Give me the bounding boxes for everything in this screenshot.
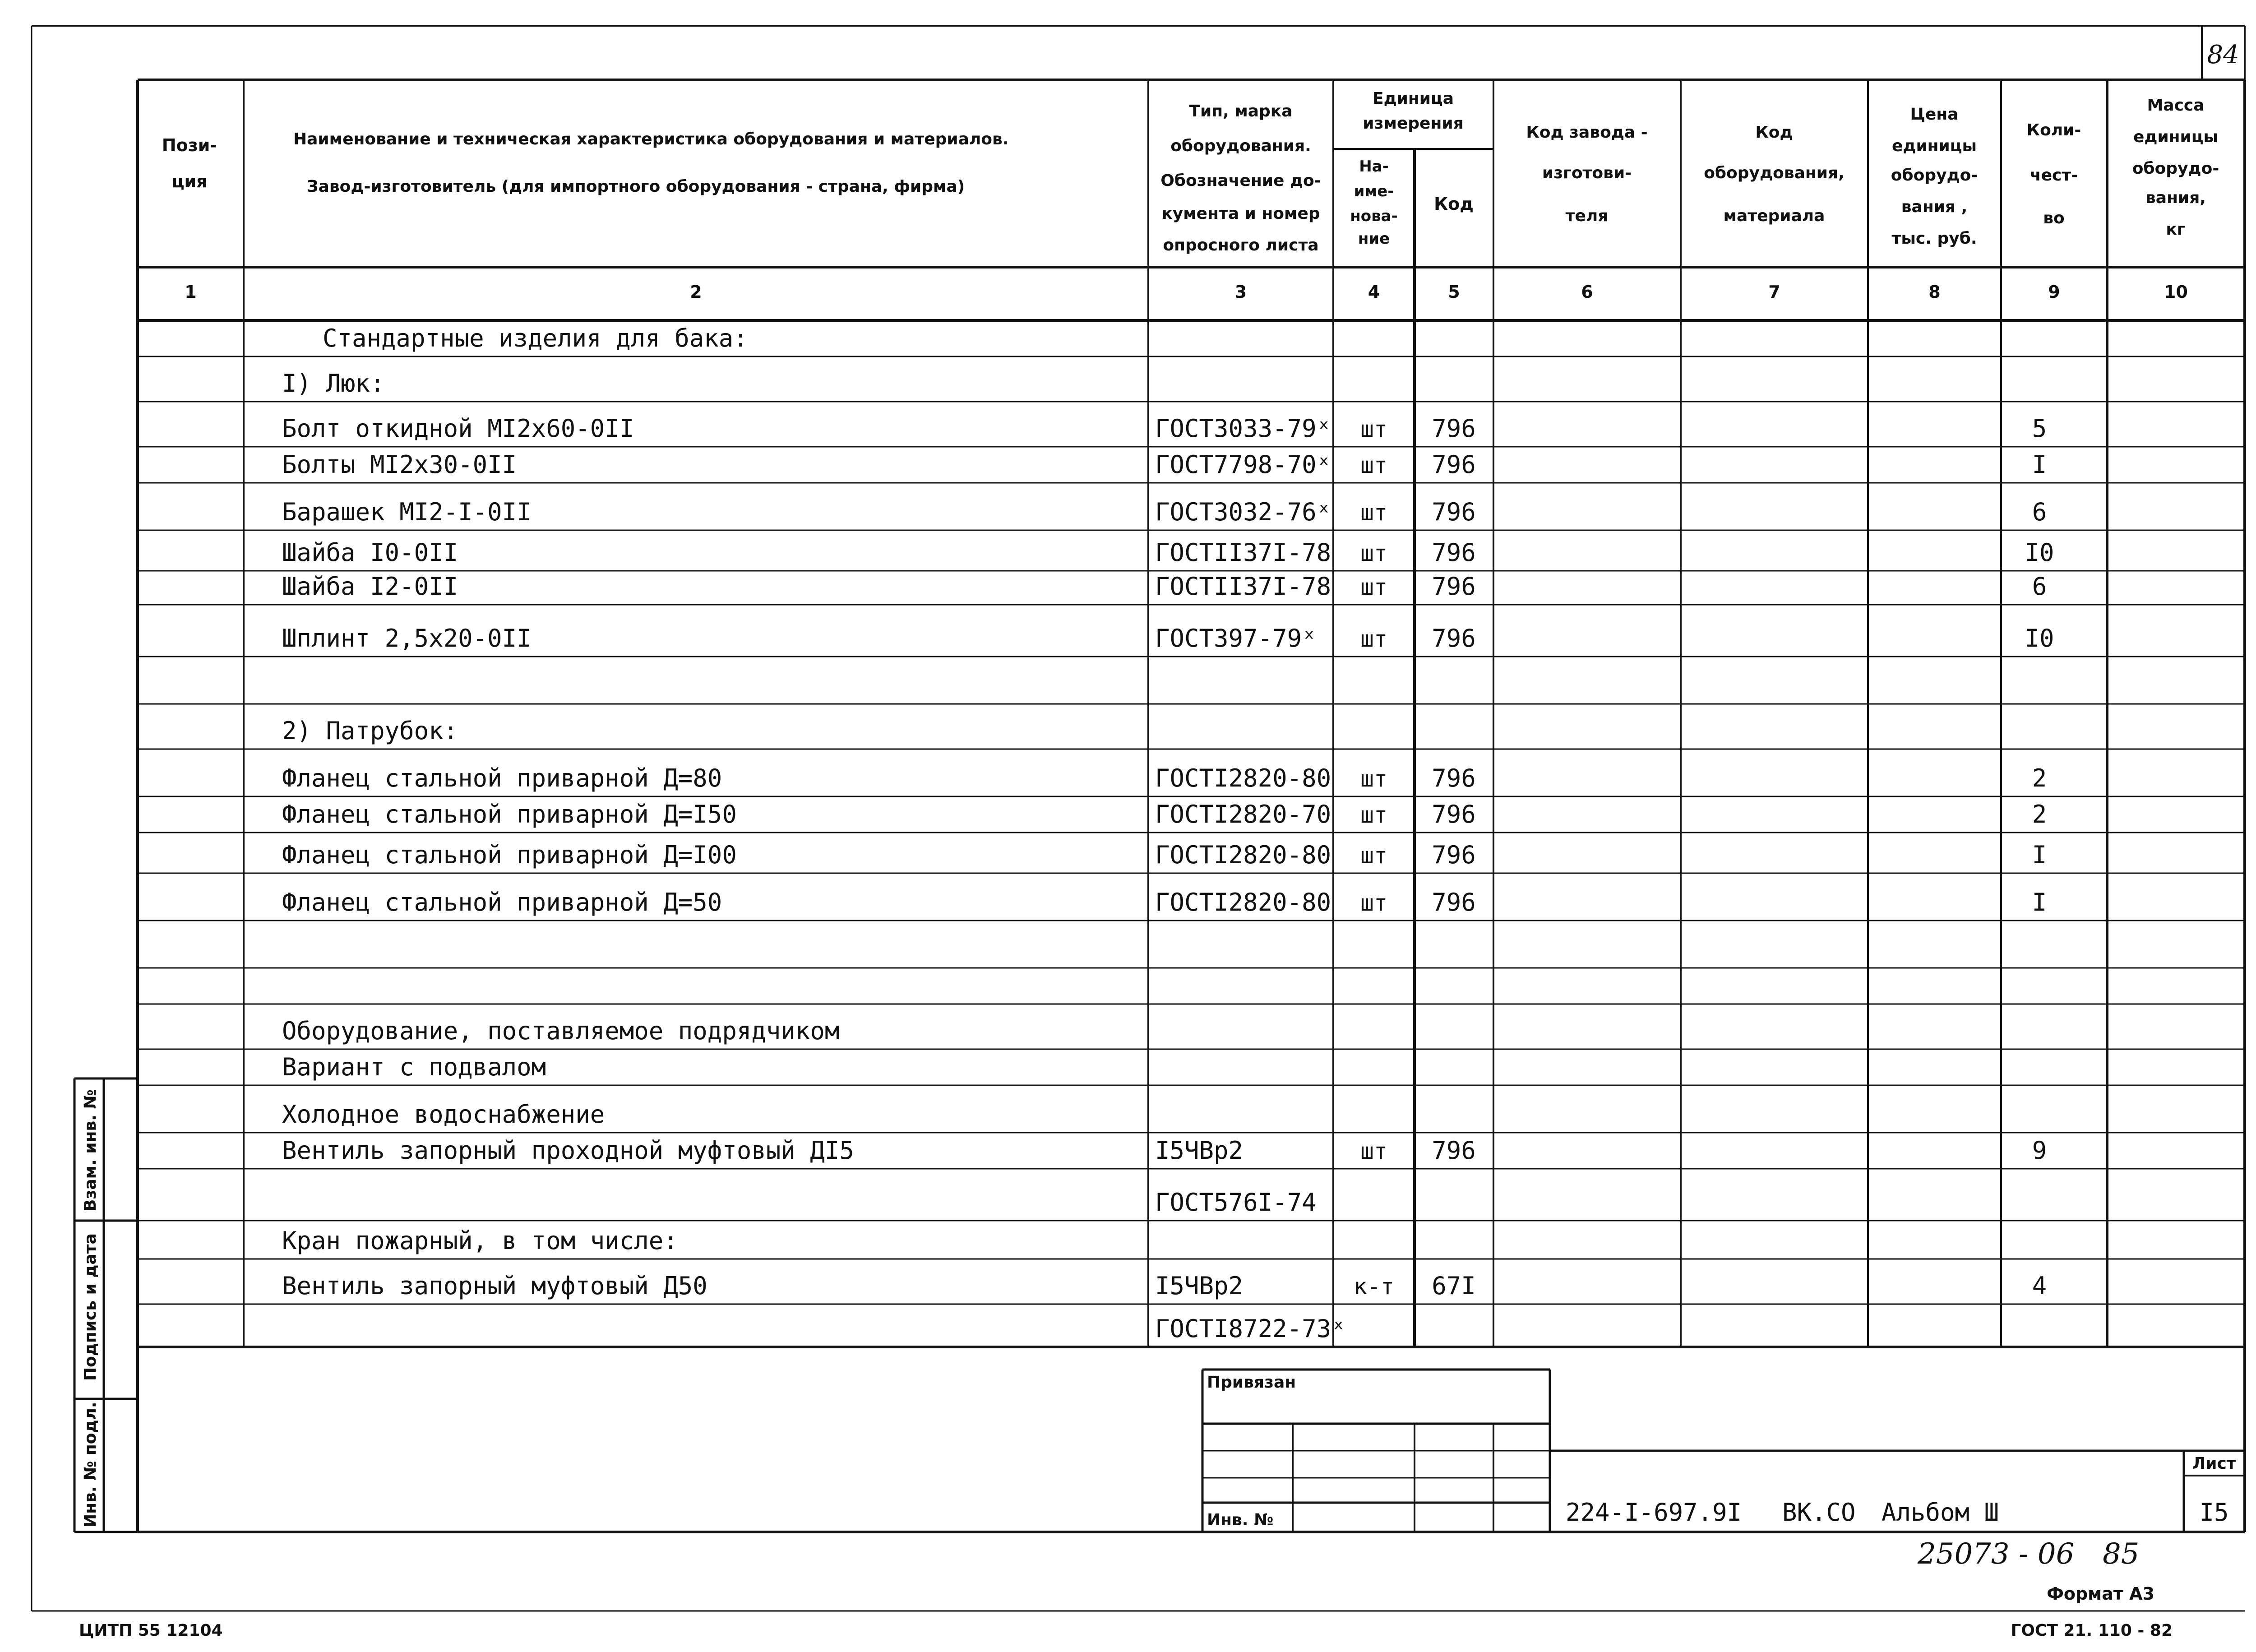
row-name: Шайба I2-0II <box>282 572 458 601</box>
row-document: ГОСТI8722-73ˣ <box>1155 1314 1346 1343</box>
row-name: Болты МI2х30-0II <box>282 450 517 479</box>
row-document: ГОСТII37I-78 <box>1155 572 1331 601</box>
column-number: 10 <box>2164 282 2188 302</box>
row-name: 2) Патрубок: <box>282 717 458 745</box>
header-mass: Масса <box>2147 96 2205 115</box>
header-quantity: Коли- <box>2026 121 2081 139</box>
side-stamp-vzam: Взам. инв. № <box>81 1089 100 1212</box>
row-unit: шт <box>1360 802 1388 828</box>
row-unit: шт <box>1360 540 1388 566</box>
row-name: Холодное водоснабжение <box>282 1100 605 1129</box>
header-unit-name: На- <box>1359 157 1389 176</box>
column-number: 8 <box>1928 282 1941 302</box>
row-name: Фланец стальной приварной Д=I00 <box>282 841 737 869</box>
row-unit: шт <box>1360 890 1388 916</box>
row-unit-code: 796 <box>1432 800 1476 828</box>
row-unit-code: 796 <box>1432 1136 1476 1165</box>
document-mark: ВК.СО <box>1782 1498 1856 1527</box>
side-stamp-signature: Подпись и дата <box>81 1233 100 1381</box>
row-unit-code: 796 <box>1432 572 1476 601</box>
column-number: 1 <box>185 282 197 302</box>
header-unit-name: нова- <box>1350 207 1398 225</box>
row-document: ГОСТI2820-80 <box>1155 888 1331 916</box>
header-unit: измерения <box>1363 114 1464 133</box>
row-quantity: 5 <box>2032 414 2047 443</box>
row-name: Оборудование, поставляемое подрядчиком <box>282 1017 840 1045</box>
row-name: Фланец стальной приварной Д=I50 <box>282 800 737 828</box>
header-price: вания , <box>1901 198 1968 216</box>
row-name: Барашек МI2-I-0II <box>282 498 532 526</box>
row-quantity: I <box>2032 450 2047 479</box>
row-unit: шт <box>1360 452 1388 478</box>
row-unit-code: 796 <box>1432 538 1476 567</box>
row-quantity: I <box>2032 841 2047 869</box>
header-factory-code: теля <box>1565 207 1609 225</box>
row-unit: шт <box>1360 416 1388 442</box>
row-quantity: 2 <box>2032 764 2047 792</box>
album-number: Альбом Ш <box>1882 1498 1999 1527</box>
row-unit-code: 796 <box>1432 498 1476 526</box>
row-document: ГОСТI2820-80 <box>1155 841 1331 869</box>
header-factory-code: изготови- <box>1542 164 1632 182</box>
column-number: 9 <box>2048 282 2060 302</box>
row-name: Фланец стальной приварной Д=80 <box>282 764 722 792</box>
row-unit-code: 796 <box>1432 764 1476 792</box>
header-price: тыс. руб. <box>1891 229 1977 248</box>
header-position: ция <box>171 171 208 191</box>
texts <box>79 40 2239 1640</box>
column-number: 5 <box>1448 282 1460 302</box>
document-code: 224-I-697.9I <box>1566 1498 1742 1527</box>
row-unit: шт <box>1360 574 1388 600</box>
row-quantity: I0 <box>2025 538 2054 567</box>
row-unit-code: 796 <box>1432 624 1476 652</box>
header-price: единицы <box>1891 137 1977 155</box>
row-name: Вариант с подвалом <box>282 1053 546 1081</box>
row-unit-code: 796 <box>1432 888 1476 916</box>
header-unit-code: Код <box>1434 194 1474 214</box>
header-equipment-code: Код <box>1755 123 1793 142</box>
column-number: 7 <box>1768 282 1780 302</box>
row-name: I) Люк: <box>282 369 385 398</box>
list-number: I5 <box>2199 1498 2229 1527</box>
header-type: Обозначение до- <box>1160 171 1321 190</box>
row-name: Вентиль запорный муфтовый Д50 <box>282 1272 707 1300</box>
row-document: ГОСТI2820-80 <box>1155 764 1331 792</box>
row-name: Шплинт 2,5х20-0II <box>282 624 532 652</box>
handwritten-archive-page: 85 <box>2103 1537 2140 1571</box>
column-number: 6 <box>1581 282 1593 302</box>
row-name: Стандартные изделия для бака: <box>323 324 748 352</box>
row-quantity: I0 <box>2025 624 2054 652</box>
row-name: Шайба I0-0II <box>282 538 458 567</box>
row-unit: шт <box>1360 766 1388 792</box>
row-unit: к-т <box>1353 1273 1395 1300</box>
standard-reference: ГОСТ 21. 110 - 82 <box>2011 1621 2173 1640</box>
row-quantity: 6 <box>2032 572 2047 601</box>
header-mass: вания, <box>2145 189 2206 207</box>
header-quantity: чест- <box>2029 166 2078 185</box>
header-unit-name: име- <box>1354 182 1394 200</box>
row-name: Болт откидной МI2х60-0II <box>282 414 634 443</box>
column-number: 3 <box>1234 282 1247 302</box>
format-label: Формат А3 <box>2047 1584 2154 1604</box>
header-mass: оборудо- <box>2132 159 2219 178</box>
handwritten-page-number: 84 <box>2207 40 2239 69</box>
header-position: Пози- <box>162 135 217 155</box>
column-number: 2 <box>690 282 702 302</box>
header-quantity: во <box>2043 209 2065 227</box>
row-quantity: 9 <box>2032 1136 2047 1165</box>
row-unit-code: 796 <box>1432 414 1476 443</box>
row-name: Фланец стальной приварной Д=50 <box>282 888 722 916</box>
row-name: Кран пожарный, в том числе: <box>282 1226 678 1255</box>
header-factory-code: Код завода - <box>1526 123 1648 142</box>
header-equipment-code: материала <box>1723 207 1825 225</box>
row-unit-code: 796 <box>1432 841 1476 869</box>
header-price: оборудо- <box>1891 166 1978 185</box>
organization-code: ЦИТП 55 12104 <box>79 1621 223 1640</box>
row-document: ГОСТI2820-70 <box>1155 800 1331 828</box>
header-unit: Единица <box>1373 89 1454 108</box>
header-type: опросного листа <box>1163 236 1319 255</box>
row-document: I5ЧВр2 <box>1155 1272 1244 1300</box>
stamp-privyazan: Привязан <box>1207 1373 1296 1392</box>
row-quantity: I <box>2032 888 2047 916</box>
row-name: Вентиль запорный проходной муфтовый ДI5 <box>282 1136 854 1165</box>
row-unit-code: 67I <box>1432 1272 1476 1300</box>
row-document: ГОСТ397-79ˣ <box>1155 624 1317 652</box>
column-number: 4 <box>1368 282 1380 302</box>
row-unit: шт <box>1360 1138 1388 1164</box>
header-price: Цена <box>1910 105 1959 124</box>
header-mass: кг <box>2166 220 2186 239</box>
row-unit: шт <box>1360 626 1388 652</box>
row-document: ГОСТ576I-74 <box>1155 1188 1317 1217</box>
handwritten-archive-number: 25073 - 06 <box>1918 1537 2075 1571</box>
row-quantity: 2 <box>2032 800 2047 828</box>
side-stamp-inv: Инв. № подл. <box>81 1402 100 1527</box>
row-document: ГОСТ3032-76ˣ <box>1155 498 1331 526</box>
row-unit-code: 796 <box>1432 450 1476 479</box>
header-type: кумента и номер <box>1161 204 1320 223</box>
stamp-inv-no: Инв. № <box>1207 1511 1274 1529</box>
row-unit: шт <box>1360 842 1388 869</box>
header-mass: единицы <box>2133 128 2219 146</box>
header-type: Тип, марка <box>1189 102 1293 120</box>
header-name: Наименование и техническая характеристика оборудования и материалов. <box>293 130 1009 148</box>
header-unit-name: ние <box>1358 230 1390 248</box>
row-document: I5ЧВр2 <box>1155 1136 1244 1165</box>
row-document: ГОСТ3033-79ˣ <box>1155 414 1331 443</box>
row-quantity: 4 <box>2032 1272 2047 1300</box>
header-equipment-code: оборудования, <box>1704 164 1845 182</box>
row-unit: шт <box>1360 500 1388 526</box>
row-document: ГОСТ7798-70ˣ <box>1155 450 1331 479</box>
header-type: оборудования. <box>1170 137 1311 155</box>
row-document: ГОСТII37I-78 <box>1155 538 1331 567</box>
list-label: Лист <box>2192 1454 2236 1473</box>
row-quantity: 6 <box>2032 498 2047 526</box>
header-name: Завод-изготовитель (для импортного оборудования - страна, фирма) <box>307 177 965 196</box>
